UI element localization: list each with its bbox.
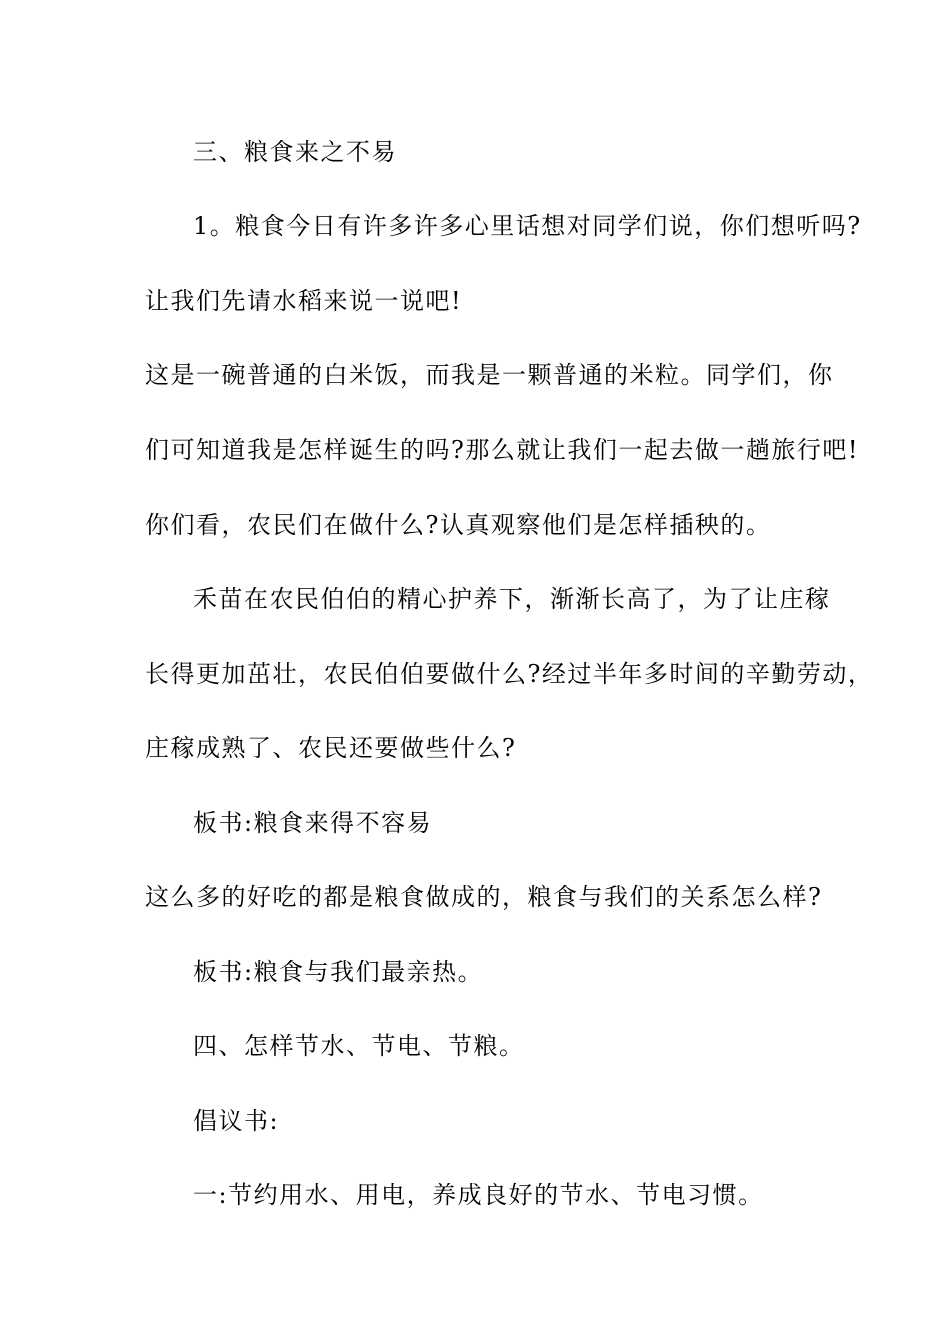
section-heading-4: 四、怎样节水、节电、节粮。 [193, 1032, 525, 1060]
proposal-heading: 倡议书: [193, 1107, 280, 1135]
proposal-item: 一:节约用水、用电，养成良好的节水、节电习惯。 [193, 1181, 764, 1209]
blackboard-note: 板书:粮食与我们最亲热。 [193, 958, 484, 986]
paragraph-line: 们可知道我是怎样诞生的吗?那么就让我们一起去做一趟旅行吧! [145, 436, 860, 464]
paragraph-line: 你们看，农民们在做什么?认真观察他们是怎样插秧的。 [145, 511, 772, 539]
paragraph-line: 这是一碗普通的白米饭，而我是一颗普通的米粒。同学们，你 [145, 361, 834, 389]
paragraph-line: 这么多的好吃的都是粮食做成的，粮食与我们的关系怎么样? [145, 883, 823, 911]
section-heading-3: 三、粮食来之不易 [193, 138, 397, 166]
paragraph-line: 庄稼成熟了、农民还要做些什么? [145, 734, 517, 762]
paragraph-line: 禾苗在农民伯伯的精心护养下，渐渐长高了，为了让庄稼 [193, 585, 831, 613]
paragraph-line: 长得更加茁壮，农民伯伯要做什么?经过半年多时间的辛勤劳动， [145, 660, 874, 688]
paragraph-line: 让我们先请水稻来说一说吧! [145, 287, 463, 315]
paragraph-line: 1。粮食今日有许多许多心里话想对同学们说，你们想听吗? [193, 212, 862, 240]
blackboard-note: 板书:粮食来得不容易 [193, 809, 433, 837]
